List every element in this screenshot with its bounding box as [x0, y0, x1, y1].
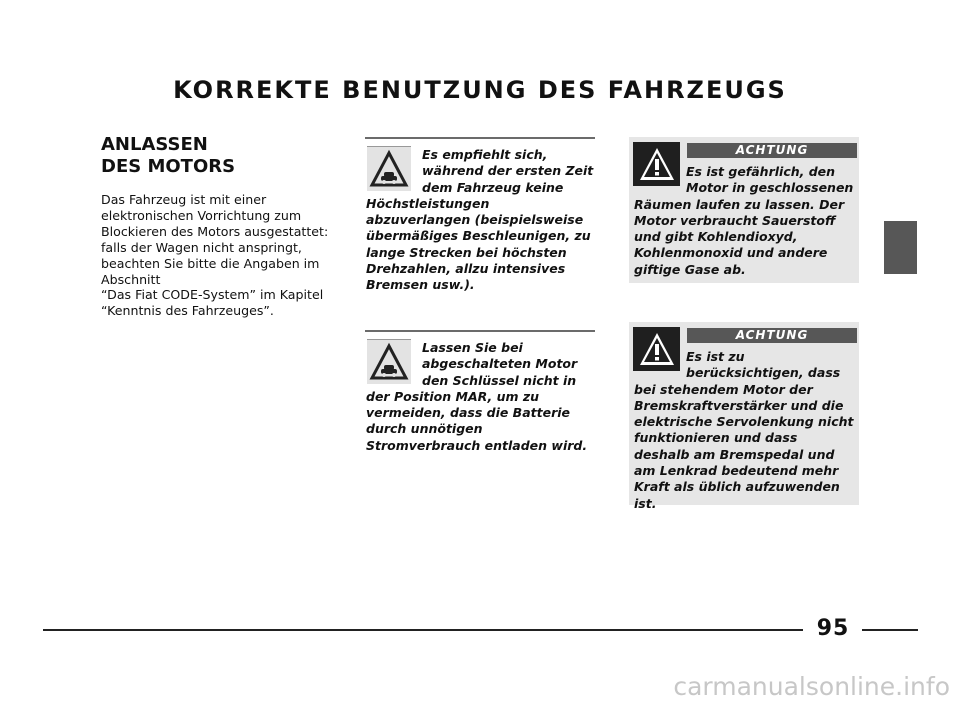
section-body — [101, 192, 341, 319]
note-divider — [365, 137, 595, 139]
section-body-text: Das Fahrzeug ist mit einer elektronischen Vorrichtung zum Blockieren des Motors ausgestattet: falls der Wagen nicht anspringt, beachten Sie bitte die Angaben im Abschnitt — [101, 192, 329, 287]
car-info-icon — [367, 339, 411, 384]
section-heading-line2: DES MOTORS — [101, 156, 236, 177]
note-text: Lassen Sie bei abgeschalteten Motor den Schlüssel nicht in der Position MAR, um zu vermeiden, dass die Batterie durch unnötigen Stromverbrauch entladen wird. — [366, 340, 588, 453]
section-body-reference: “Das Fiat CODE-System” im Kapitel “Kenntnis des Fahrzeuges”. — [101, 287, 324, 319]
warning-text: Es ist zu berücksichtigen, dass bei stehendem Motor der Bremskraftverstärker und die elektrische Servolenkung nicht funktionieren und dass deshalb am Bremspedal und am Lenkrad bedeutend mehr Kraft als üblich aufzuwenden ist. — [634, 349, 854, 511]
note-box-2 — [365, 330, 595, 460]
warning-box-1 — [629, 137, 859, 283]
page-number: 95 — [816, 616, 850, 641]
note-text: Es empfiehlt sich, während der ersten Zeit dem Fahrzeug keine Höchstleistungen abzuverlangen (beispielsweise übermäßiges Beschleunigen, zu lange Strecken bei höchsten Drehzahlen, allzu intensives Bremsen usw.). — [366, 147, 594, 293]
footer-rule-left — [43, 629, 803, 631]
watermark: carmanualsonline.info — [673, 672, 950, 701]
warning-box-2 — [629, 322, 859, 511]
warning-label: ACHTUNG — [687, 143, 857, 158]
car-info-icon — [367, 146, 411, 191]
footer-rule-right — [862, 629, 918, 631]
chapter-tab — [884, 221, 917, 274]
section-heading — [101, 134, 331, 178]
section-heading-line1: ANLASSEN — [101, 134, 208, 155]
page-title: KORREKTE BENUTZUNG DES FAHRZEUGS — [173, 76, 787, 104]
warning-label: ACHTUNG — [687, 328, 857, 343]
note-divider — [365, 330, 595, 332]
note-box-1 — [365, 137, 595, 297]
warning-text: Es ist gefährlich, den Motor in geschlossenen Räumen laufen zu lassen. Der Motor verbraucht Sauerstoff und gibt Kohlendioxyd, Kohlenmonoxid und andere giftige Gase ab. — [634, 164, 854, 277]
